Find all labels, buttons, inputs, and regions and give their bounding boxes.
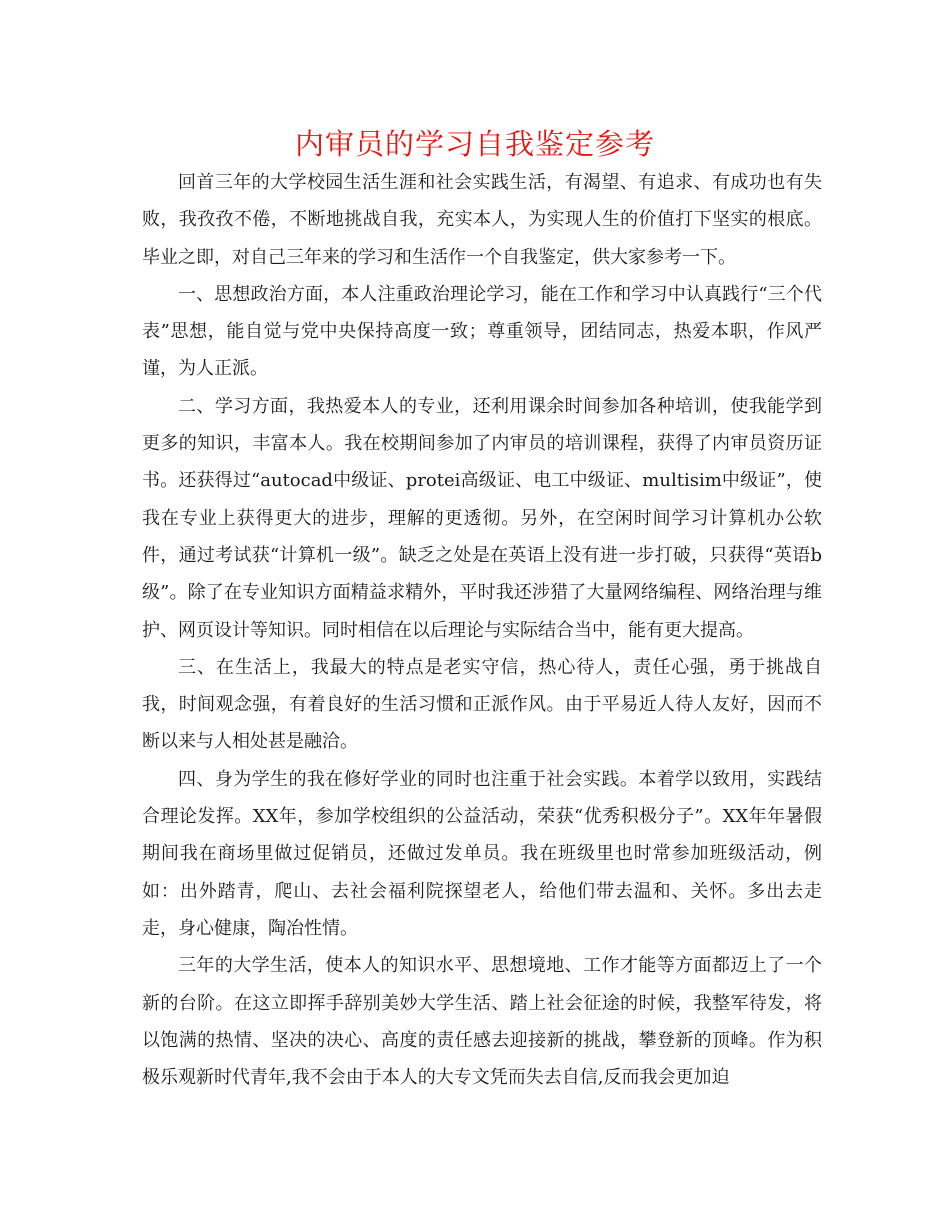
paragraph-conclusion: 三年的大学生活，使本人的知识水平、思想境地、工作才能等方面都迈上了一个新的台阶。在这立即挥手辞别美妙大学生活、踏上社会征途的时候，我整军待发，将以饱满的热情、坚决的决心、高度的责任感去迎接新的挑战，攀登新的顶峰。作为积极乐观新时代青年,我不会由于本人的大专文凭而失去自信,反而我会更加迫 — [142, 955, 822, 1089]
paragraph-intro: 回首三年的大学校园生活生涯和社会实践生活，有渴望、有追求、有成功也有失败，我孜孜不倦，不断地挑战自我，充实本人，为实现人生的价值打下坚实的根底。毕业之即，对自己三年来的学习和生活作一个自我鉴定，供大家参考一下。 — [142, 172, 822, 268]
document-title: 内审员的学习自我鉴定参考 — [294, 127, 655, 161]
paragraph-life: 三、在生活上，我最大的特点是老实守信，热心待人，责任心强，勇于挑战自我，时间观念强，有着良好的生活习惯和正派作风。由于平易近人待人友好，因而不断以来与人相处甚是融洽。 — [142, 656, 822, 753]
document-body — [142, 164, 822, 1096]
paragraph-politics: 一、思想政治方面，本人注重政治理论学习，能在工作和学习中认真践行“三个代表”思想，能自觉与党中央保持高度一致；尊重领导，团结同志，热爱本职，作风严谨，为人正派。 — [142, 283, 822, 380]
paragraph-study: 二、学习方面，我热爱本人的专业，还利用课余时间参加各种培训，使我能学到更多的知识，丰富本人。我在校期间参加了内审员的培训课程，获得了内审员资历证书。还获得过“autocad中级证、protei高级证、电工中级证、multisim中级证”，使我在专业上获得更大的进步，理解的更透彻。另外，在空闲时间学习计算机办公软件，通过考试获“计算机一级”。缺乏之处是在英语上没有进一步打破，只获得“英语b级”。除了在专业知识方面精益求精外，平时我还涉猎了大量网络编程、网络治理与维护、网页设计等知识。同时相信在以后理论与实际结合当中，能有更大提高。 — [142, 395, 822, 641]
paragraph-practice: 四、身为学生的我在修好学业的同时也注重于社会实践。本着学以致用，实践结合理论发挥。XX年，参加学校组织的公益活动，荣获“优秀积极分子”。XX年年暑假期间我在商场里做过促销员，还做过发单员。我在班级里也时常参加班级活动，例如：出外踏青，爬山、去社会福利院探望老人，给他们带去温和、关怀。多出去走走，身心健康，陶冶性情。 — [142, 768, 822, 939]
